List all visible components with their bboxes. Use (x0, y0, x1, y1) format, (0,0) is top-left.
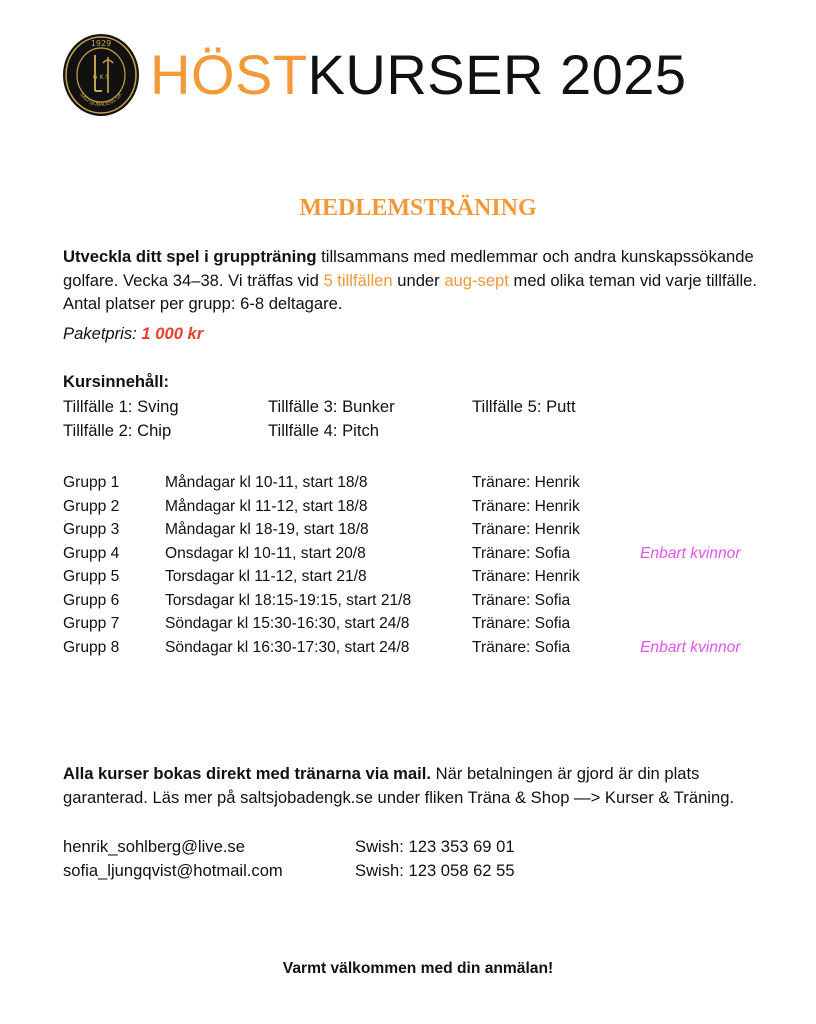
price-label: Paketpris: (63, 324, 142, 343)
group-schedule: Torsdagar kl 11-12, start 21/8 (165, 568, 367, 585)
session-item: Tillfälle 5: Putt (472, 397, 576, 416)
group-name: Grupp 5 (63, 568, 120, 585)
intro-text-2: under (392, 270, 445, 290)
intro-highlight-sessions: 5 tillfällen (323, 270, 393, 290)
logo-year: 1929 (90, 39, 112, 48)
booking-text: När betalningen är gjord är din plats garanterad. Läs mer på saltsjobadengk.se under fliken Träna & Shop —> Kurser & Träning. (63, 764, 735, 807)
swish-number: Swish: 123 353 69 01 (355, 837, 515, 856)
page-header (62, 32, 687, 118)
package-price (63, 324, 203, 344)
group-schedule: Söndagar kl 15:30-16:30, start 24/8 (165, 615, 410, 632)
logo-initials: G K S (92, 74, 110, 81)
intro-highlight-period: aug-sept (444, 270, 509, 290)
group-name: Grupp 8 (63, 638, 120, 656)
group-name: Grupp 6 (63, 591, 120, 609)
welcome-footer: Varmt välkommen med din anmälan! (282, 960, 554, 977)
group-name: Grupp 4 (63, 544, 120, 562)
session-item: Tillfälle 3: Bunker (268, 397, 395, 416)
group-note: Enbart kvinnor (640, 544, 741, 562)
group-name: Grupp 7 (63, 615, 120, 632)
group-schedule: Måndagar kl 11-12, start 18/8 (165, 497, 368, 515)
trainer-email: henrik_sohlberg@live.se (63, 837, 245, 856)
section-subtitle: MEDLEMSTRÄNING (299, 195, 537, 221)
price-value: 1 000 kr (141, 324, 204, 343)
group-trainer: Tränare: Sofia (472, 638, 571, 656)
group-schedule: Måndagar kl 10-11, start 18/8 (165, 474, 368, 491)
group-name: Grupp 2 (63, 497, 120, 515)
intro-lead: Utveckla ditt spel i gruppträning (63, 247, 317, 266)
group-name: Grupp 3 (63, 521, 120, 538)
group-trainer: Tränare: Henrik (472, 474, 580, 491)
club-logo (62, 33, 140, 117)
group-schedule: Onsdagar kl 10-11, start 20/8 (165, 544, 366, 562)
group-schedule: Torsdagar kl 18:15-19:15, start 21/8 (165, 591, 412, 609)
group-trainer: Tränare: Sofia (472, 591, 571, 609)
group-trainer: Tränare: Henrik (472, 497, 580, 515)
group-name: Grupp 1 (63, 474, 120, 491)
intro-text-3: med olika teman vid varje tillfälle. Antal platser per grupp: 6-8 deltagare. (63, 270, 757, 313)
group-schedule: Söndagar kl 16:30-17:30, start 24/8 (165, 638, 410, 656)
swish-number: Swish: 123 058 62 55 (355, 861, 515, 880)
group-trainer: Tränare: Sofia (472, 615, 571, 632)
session-item: Tillfälle 1: Sving (63, 397, 179, 416)
title-rest: KURSER 2025 (307, 43, 687, 106)
booking-lead: Alla kurser bokas direkt med tränarna via mail. (63, 764, 431, 783)
session-item: Tillfälle 2: Chip (63, 421, 172, 440)
group-schedule: Måndagar kl 18-19, start 18/8 (165, 521, 369, 538)
course-content-heading: Kursinnehåll: (63, 372, 170, 391)
group-note: Enbart kvinnor (640, 638, 741, 656)
title-accent: HÖST (150, 43, 308, 106)
intro-text-1: tillsammans med medlemmar och andra kunskapssökande golfare. Vecka 34–38. Vi träffas vid (63, 247, 754, 290)
logo-ring-text: SALTSJÖBADENS GK (78, 91, 124, 109)
group-trainer: Tränare: Sofia (472, 544, 571, 562)
session-item: Tillfälle 4: Pitch (268, 421, 379, 440)
trainer-email: sofia_ljungqvist@hotmail.com (63, 861, 283, 880)
booking-paragraph (63, 762, 768, 809)
group-trainer: Tränare: Henrik (472, 568, 580, 585)
group-trainer: Tränare: Henrik (472, 521, 580, 538)
intro-paragraph (63, 245, 768, 316)
page-title (150, 43, 687, 106)
